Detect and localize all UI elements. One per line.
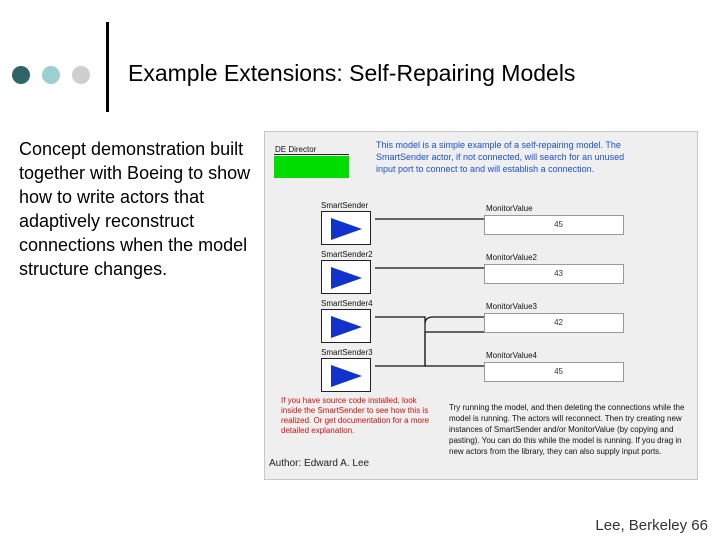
instructions-note: Try running the model, and then deleting the connections while the model is running. The actors will reconnect. Then try creating new instances of SmartSender and/or MonitorValue (by copying and pasting). You can do this while the model is running. If you drag in new actors from the library, they can also supply input ports. bbox=[449, 403, 685, 456]
sender-label: SmartSender2 bbox=[321, 250, 373, 259]
director-label: DE Director bbox=[275, 145, 317, 154]
title-divider bbox=[106, 22, 109, 112]
play-triangle-icon bbox=[322, 261, 372, 295]
smart-sender-actor[interactable] bbox=[321, 309, 371, 343]
smart-sender-actor[interactable] bbox=[321, 260, 371, 294]
play-triangle-icon bbox=[322, 310, 372, 344]
sender-label: SmartSender3 bbox=[321, 348, 373, 357]
author-label: Author: Edward A. Lee bbox=[269, 458, 370, 469]
monitor-label: MonitorValue4 bbox=[486, 351, 537, 360]
monitor-label: MonitorValue2 bbox=[486, 253, 537, 262]
de-director[interactable] bbox=[274, 156, 349, 178]
monitor-label: MonitorValue3 bbox=[486, 302, 537, 311]
slide-title: Example Extensions: Self-Repairing Models bbox=[128, 60, 576, 86]
monitor-value-display[interactable]: 43 bbox=[484, 264, 624, 284]
smart-sender-actor[interactable] bbox=[321, 211, 371, 245]
decor-dot-3 bbox=[72, 66, 90, 84]
monitor-value-display[interactable]: 42 bbox=[484, 313, 624, 333]
play-triangle-icon bbox=[322, 212, 372, 246]
description-note: This model is a simple example of a self-repairing model. The SmartSender actor, if not connected, will search for an unused input port to connect to and will establish a connection. bbox=[376, 140, 625, 174]
director-rule bbox=[274, 154, 349, 155]
decor-dot-1 bbox=[12, 66, 30, 84]
decor-dot-2 bbox=[42, 66, 60, 84]
monitor-label: MonitorValue bbox=[486, 204, 533, 213]
monitor-value-display[interactable]: 45 bbox=[484, 362, 624, 382]
slide-body-text: Concept demonstration built together with Boeing to show how to write actors that adaptively reconstruct connections when the model structure changes. bbox=[19, 139, 251, 279]
source-code-note: If you have source code installed, look inside the SmartSender to see how this is realized. Or get documentation for a more detailed explanation. bbox=[281, 396, 430, 435]
play-triangle-icon bbox=[322, 359, 372, 393]
monitor-value-display[interactable]: 45 bbox=[484, 215, 624, 235]
slide-footer: Lee, Berkeley 66 bbox=[595, 517, 708, 534]
model-screenshot bbox=[264, 131, 698, 480]
sender-label: SmartSender bbox=[321, 201, 369, 210]
smart-sender-actor[interactable] bbox=[321, 358, 371, 392]
sender-label: SmartSender4 bbox=[321, 299, 373, 308]
